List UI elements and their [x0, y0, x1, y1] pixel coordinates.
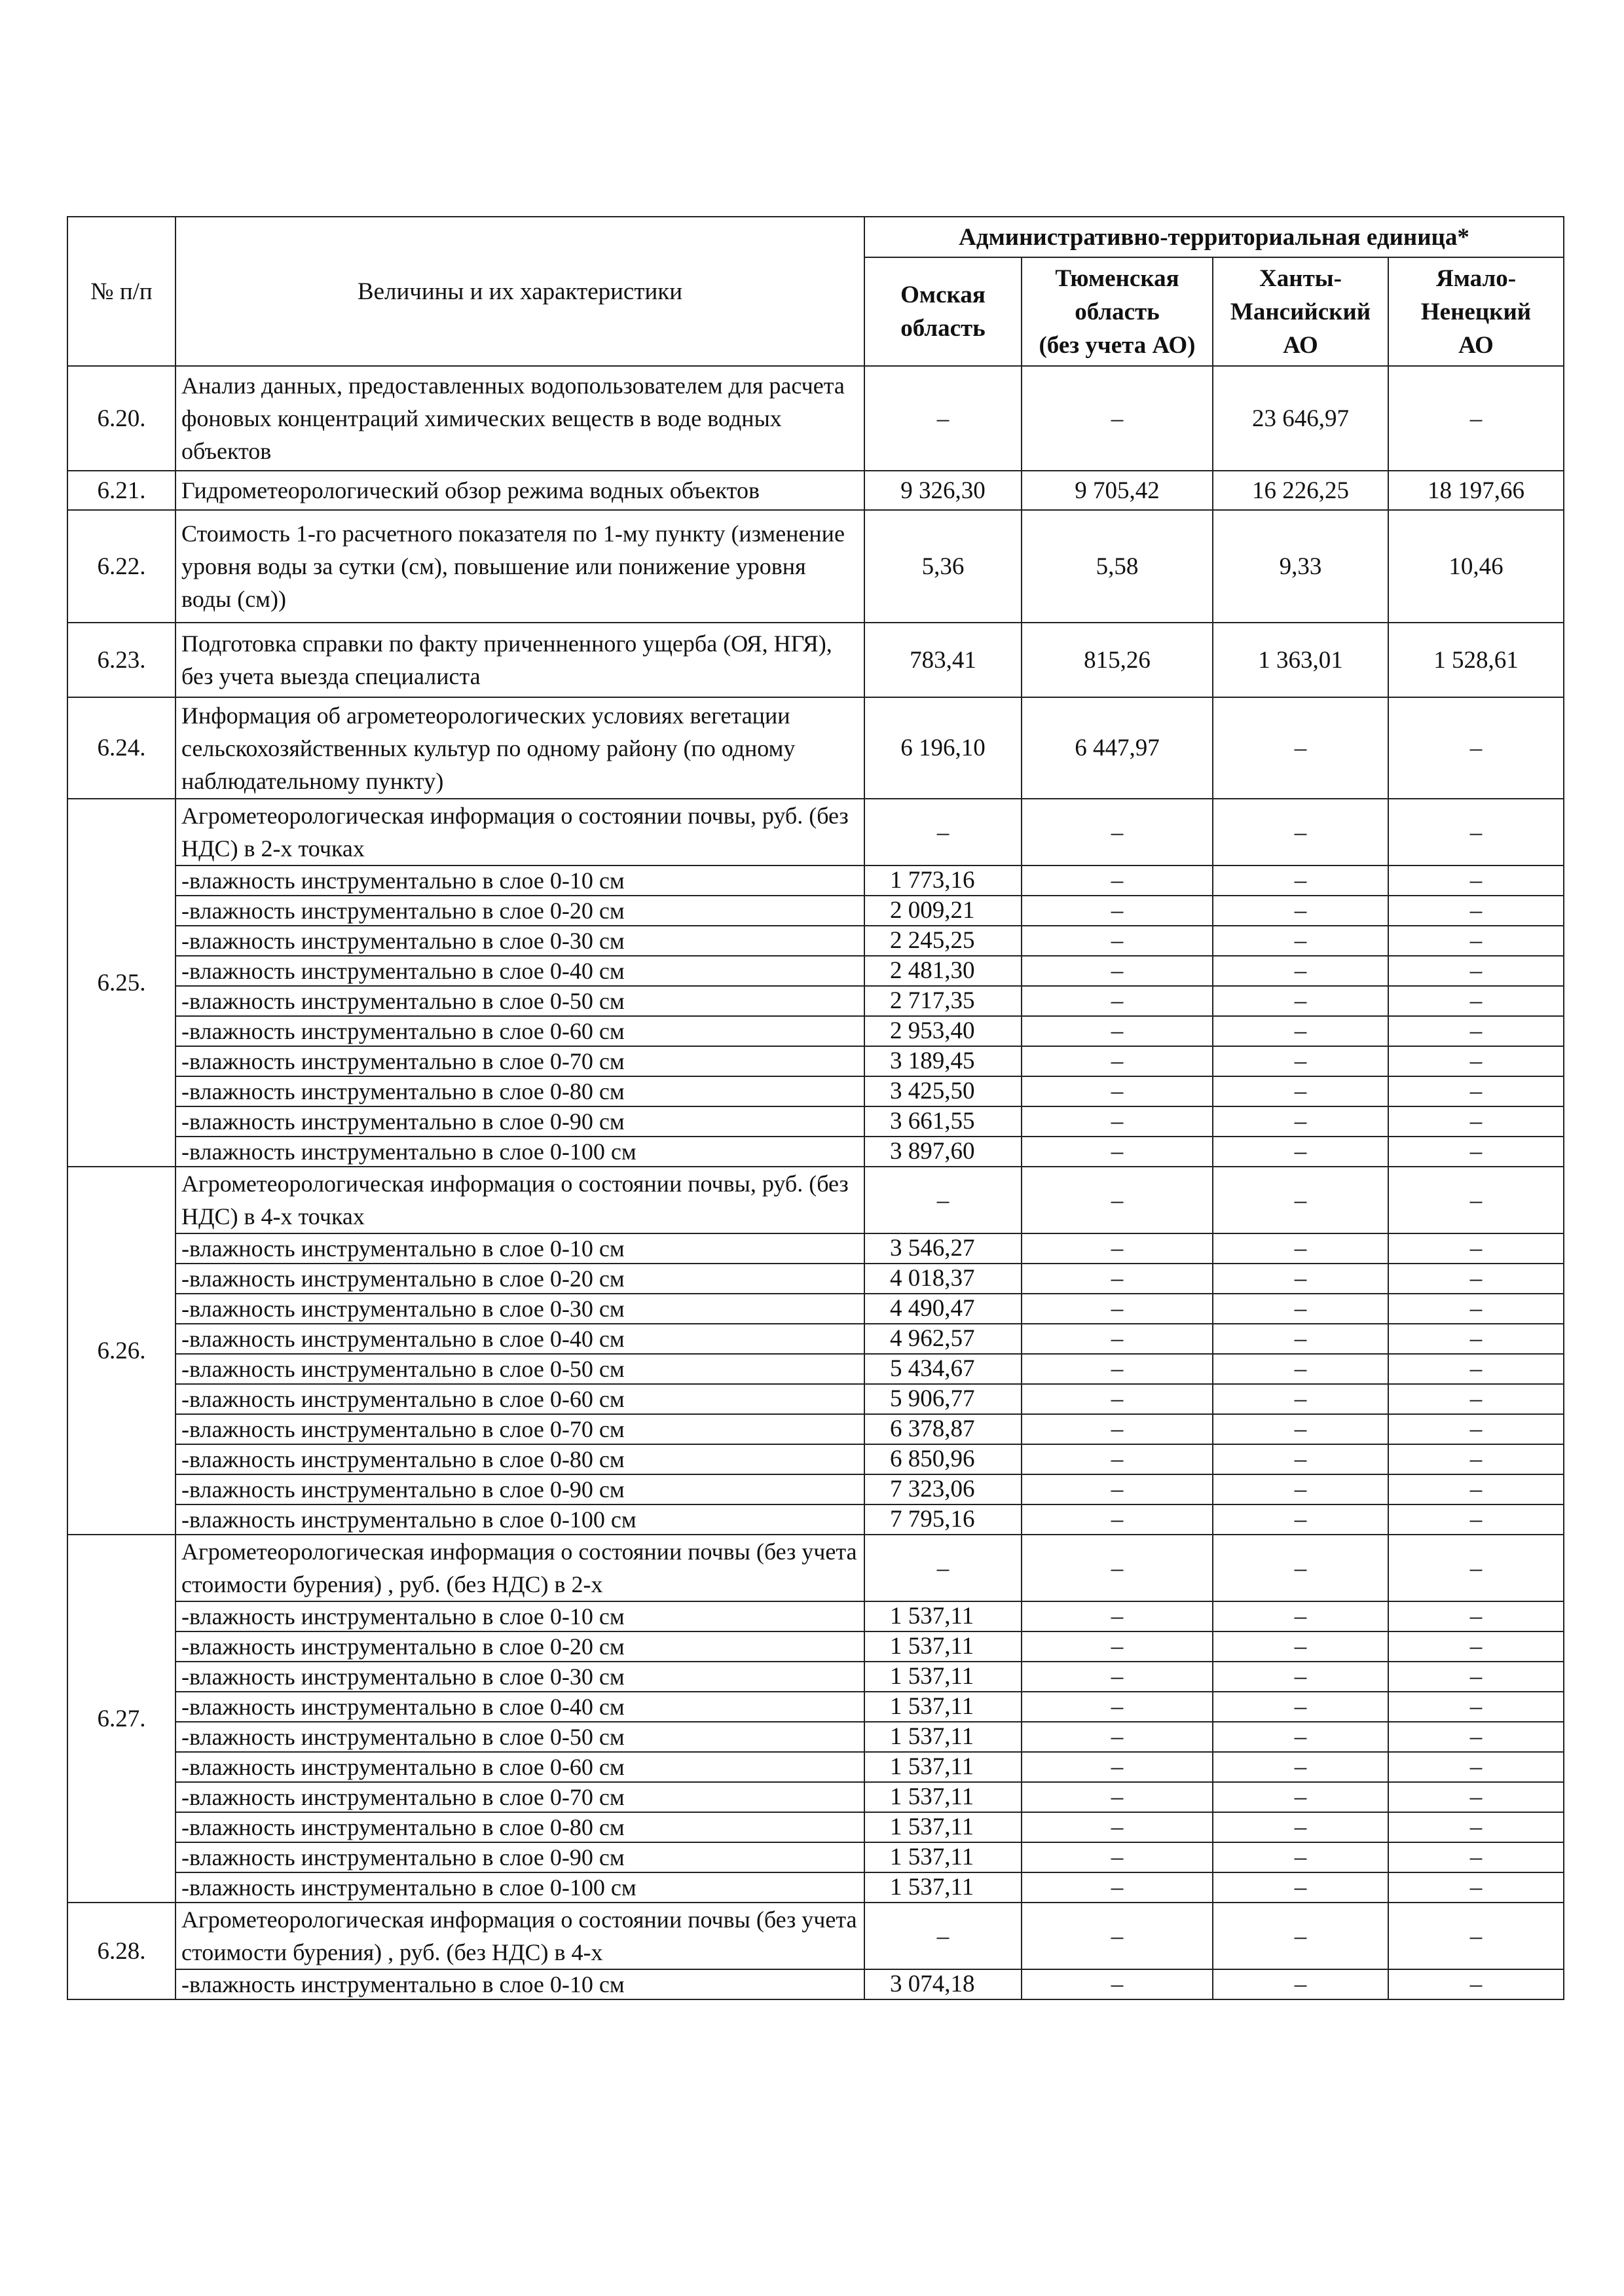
value-khanty-mansi: – [1213, 1872, 1388, 1903]
row-description: -влажность инструментально в слое 0-50 см [175, 1722, 864, 1752]
group-header-row [67, 1535, 1564, 1601]
row-description: -влажность инструментально в слое 0-70 см [175, 1046, 864, 1076]
value-khanty-mansi: – [1213, 1106, 1388, 1137]
table-row [67, 1692, 1564, 1722]
row-description: -влажность инструментально в слое 0-20 см [175, 1631, 864, 1662]
value-omsk: 1 537,11 [864, 1812, 1022, 1842]
row-number: 6.21. [67, 471, 175, 510]
value-omsk: 1 537,11 [864, 1601, 1022, 1631]
value-tyumen: 815,26 [1022, 623, 1213, 697]
value-omsk: 1 537,11 [864, 1872, 1022, 1903]
value-tyumen: – [1022, 1969, 1213, 1999]
table-row [67, 1722, 1564, 1752]
value-omsk: 1 537,11 [864, 1752, 1022, 1782]
value-omsk: 1 537,11 [864, 1662, 1022, 1692]
value-tyumen: – [1022, 1294, 1213, 1324]
value-yamalo-nenets: 1 528,61 [1388, 623, 1564, 697]
tariff-table [67, 216, 1564, 2000]
row-description: -влажность инструментально в слое 0-90 см [175, 1106, 864, 1137]
value-yamalo-nenets: – [1388, 1631, 1564, 1662]
value-yamalo-nenets: – [1388, 1474, 1564, 1504]
value-tyumen: – [1022, 1872, 1213, 1903]
value-omsk: 783,41 [864, 623, 1022, 697]
value-omsk: 6 850,96 [864, 1444, 1022, 1474]
value-khanty-mansi: – [1213, 1601, 1388, 1631]
table-row [67, 366, 1564, 471]
row-description: -влажность инструментально в слое 0-20 см [175, 1264, 864, 1294]
table-row [67, 1601, 1564, 1631]
value-yamalo-nenets: – [1388, 1601, 1564, 1631]
col-header-tyumen: Тюменская область (без учета АО) [1022, 257, 1213, 366]
table-row [67, 926, 1564, 956]
value-omsk: – [864, 1167, 1022, 1233]
value-khanty-mansi: – [1213, 1474, 1388, 1504]
group-description: Агрометеорологическая информация о состоянии почвы (без учета стоимости бурения) , руб. (без НДС) в 2-х [175, 1535, 864, 1601]
col-header-description: Величины и их характеристики [175, 217, 864, 366]
value-khanty-mansi: – [1213, 896, 1388, 926]
value-omsk: 2 481,30 [864, 956, 1022, 986]
value-omsk: 3 546,27 [864, 1233, 1022, 1264]
table-row [67, 697, 1564, 799]
value-omsk: 3 189,45 [864, 1046, 1022, 1076]
value-yamalo-nenets: – [1388, 1076, 1564, 1106]
table-row [67, 1662, 1564, 1692]
value-omsk: – [864, 799, 1022, 866]
row-description: Гидрометеорологический обзор режима водных объектов [175, 471, 864, 510]
value-khanty-mansi: – [1213, 926, 1388, 956]
value-yamalo-nenets: – [1388, 1692, 1564, 1722]
value-omsk: 1 537,11 [864, 1842, 1022, 1872]
value-omsk: – [864, 1903, 1022, 1969]
value-yamalo-nenets: – [1388, 956, 1564, 986]
table-row [67, 1842, 1564, 1872]
table-row [67, 1969, 1564, 1999]
value-tyumen: – [1022, 896, 1213, 926]
row-number: 6.27. [67, 1535, 175, 1903]
value-tyumen: – [1022, 1167, 1213, 1233]
value-yamalo-nenets: – [1388, 1414, 1564, 1444]
value-tyumen: – [1022, 1692, 1213, 1722]
value-khanty-mansi: – [1213, 1535, 1388, 1601]
value-tyumen: – [1022, 1812, 1213, 1842]
table-row [67, 1384, 1564, 1414]
value-yamalo-nenets: – [1388, 366, 1564, 471]
value-omsk: 7 323,06 [864, 1474, 1022, 1504]
value-khanty-mansi: – [1213, 986, 1388, 1016]
value-khanty-mansi: – [1213, 1414, 1388, 1444]
value-tyumen: – [1022, 1903, 1213, 1969]
value-khanty-mansi: – [1213, 1812, 1388, 1842]
value-yamalo-nenets: – [1388, 1384, 1564, 1414]
value-omsk: 1 537,11 [864, 1692, 1022, 1722]
value-yamalo-nenets: – [1388, 866, 1564, 896]
value-yamalo-nenets: – [1388, 1137, 1564, 1167]
group-header-row [67, 799, 1564, 866]
table-row [67, 1752, 1564, 1782]
row-description: -влажность инструментально в слое 0-20 см [175, 896, 864, 926]
value-yamalo-nenets: – [1388, 1264, 1564, 1294]
group-header-row [67, 1167, 1564, 1233]
col-header-number: № п/п [67, 217, 175, 366]
value-yamalo-nenets: – [1388, 1046, 1564, 1076]
table-row [67, 1872, 1564, 1903]
row-description: -влажность инструментально в слое 0-70 см [175, 1782, 864, 1812]
value-khanty-mansi: – [1213, 1264, 1388, 1294]
row-description: -влажность инструментально в слое 0-60 см [175, 1384, 864, 1414]
value-omsk: – [864, 366, 1022, 471]
value-khanty-mansi: 9,33 [1213, 510, 1388, 623]
table-row [67, 1324, 1564, 1354]
row-description: -влажность инструментально в слое 0-10 см [175, 1969, 864, 1999]
table-row [67, 1264, 1564, 1294]
row-number: 6.22. [67, 510, 175, 623]
value-omsk: 6 378,87 [864, 1414, 1022, 1444]
value-yamalo-nenets: – [1388, 1722, 1564, 1752]
value-tyumen: – [1022, 1016, 1213, 1046]
value-khanty-mansi: – [1213, 697, 1388, 799]
value-khanty-mansi: – [1213, 1137, 1388, 1167]
row-description: -влажность инструментально в слое 0-60 см [175, 1752, 864, 1782]
value-tyumen: 5,58 [1022, 510, 1213, 623]
value-khanty-mansi: – [1213, 1046, 1388, 1076]
value-khanty-mansi: – [1213, 1016, 1388, 1046]
value-yamalo-nenets: – [1388, 1233, 1564, 1264]
value-yamalo-nenets: – [1388, 1969, 1564, 1999]
value-yamalo-nenets: 18 197,66 [1388, 471, 1564, 510]
col-header-yamalo-nenets: Ямало- Ненецкий АО [1388, 257, 1564, 366]
row-description: -влажность инструментально в слое 0-90 см [175, 1474, 864, 1504]
value-omsk: 1 537,11 [864, 1631, 1022, 1662]
value-omsk: 1 537,11 [864, 1782, 1022, 1812]
value-yamalo-nenets: – [1388, 1294, 1564, 1324]
value-tyumen: – [1022, 1752, 1213, 1782]
value-omsk: 3 425,50 [864, 1076, 1022, 1106]
value-omsk: 2 245,25 [864, 926, 1022, 956]
value-tyumen: – [1022, 1474, 1213, 1504]
value-tyumen: – [1022, 1842, 1213, 1872]
value-tyumen: – [1022, 1414, 1213, 1444]
table-row [67, 1076, 1564, 1106]
value-khanty-mansi: – [1213, 1692, 1388, 1722]
value-yamalo-nenets: – [1388, 1903, 1564, 1969]
table-row [67, 1504, 1564, 1535]
table-row [67, 1294, 1564, 1324]
value-omsk: 1 773,16 [864, 866, 1022, 896]
value-omsk: 5 906,77 [864, 1384, 1022, 1414]
value-omsk: 1 537,11 [864, 1722, 1022, 1752]
value-yamalo-nenets: – [1388, 697, 1564, 799]
value-omsk: 3 897,60 [864, 1137, 1022, 1167]
value-khanty-mansi: – [1213, 1167, 1388, 1233]
value-yamalo-nenets: – [1388, 1752, 1564, 1782]
value-tyumen: – [1022, 1046, 1213, 1076]
group-description: Агрометеорологическая информация о состоянии почвы (без учета стоимости бурения) , руб. (без НДС) в 4-х [175, 1903, 864, 1969]
value-omsk: 7 795,16 [864, 1504, 1022, 1535]
row-description: Информация об агрометеорологических условиях вегетации сельскохозяйственных культур по одному району (по одному наблюдательному пункту) [175, 697, 864, 799]
table-row [67, 623, 1564, 697]
value-khanty-mansi: – [1213, 1903, 1388, 1969]
table-row [67, 986, 1564, 1016]
value-yamalo-nenets: – [1388, 896, 1564, 926]
col-header-khanty-mansi: Ханты- Мансийский АО [1213, 257, 1388, 366]
row-number: 6.25. [67, 799, 175, 1167]
row-number: 6.28. [67, 1903, 175, 1999]
row-description: -влажность инструментально в слое 0-70 см [175, 1414, 864, 1444]
value-khanty-mansi: 16 226,25 [1213, 471, 1388, 510]
value-tyumen: – [1022, 1504, 1213, 1535]
value-omsk: 3 661,55 [864, 1106, 1022, 1137]
value-tyumen: – [1022, 866, 1213, 896]
value-yamalo-nenets: – [1388, 799, 1564, 866]
value-omsk: 2 717,35 [864, 986, 1022, 1016]
row-description: -влажность инструментально в слое 0-100 см [175, 1872, 864, 1903]
value-yamalo-nenets: – [1388, 1662, 1564, 1692]
table-body [67, 366, 1564, 1999]
value-yamalo-nenets: – [1388, 1782, 1564, 1812]
value-yamalo-nenets: – [1388, 1444, 1564, 1474]
row-description: -влажность инструментально в слое 0-30 см [175, 1662, 864, 1692]
value-omsk: 5,36 [864, 510, 1022, 623]
value-tyumen: – [1022, 1264, 1213, 1294]
table-row [67, 471, 1564, 510]
row-number: 6.26. [67, 1167, 175, 1535]
value-khanty-mansi: – [1213, 1504, 1388, 1535]
value-khanty-mansi: – [1213, 799, 1388, 866]
value-khanty-mansi: – [1213, 1722, 1388, 1752]
value-tyumen: – [1022, 926, 1213, 956]
value-yamalo-nenets: 10,46 [1388, 510, 1564, 623]
table-row [67, 1444, 1564, 1474]
row-description: -влажность инструментально в слое 0-40 см [175, 956, 864, 986]
table-row [67, 1046, 1564, 1076]
row-description: -влажность инструментально в слое 0-40 см [175, 1324, 864, 1354]
value-yamalo-nenets: – [1388, 1872, 1564, 1903]
value-tyumen: – [1022, 366, 1213, 471]
value-khanty-mansi: – [1213, 1631, 1388, 1662]
value-khanty-mansi: – [1213, 1076, 1388, 1106]
value-tyumen: 9 705,42 [1022, 471, 1213, 510]
group-header-row [67, 1903, 1564, 1969]
row-description: -влажность инструментально в слое 0-80 см [175, 1812, 864, 1842]
value-khanty-mansi: – [1213, 1782, 1388, 1812]
value-tyumen: – [1022, 1662, 1213, 1692]
table-row [67, 1137, 1564, 1167]
table-row [67, 1631, 1564, 1662]
value-yamalo-nenets: – [1388, 1354, 1564, 1384]
table-row [67, 1233, 1564, 1264]
table-row [67, 956, 1564, 986]
row-description: -влажность инструментально в слое 0-10 см [175, 1233, 864, 1264]
table-row [67, 1016, 1564, 1046]
value-yamalo-nenets: – [1388, 1324, 1564, 1354]
value-yamalo-nenets: – [1388, 1167, 1564, 1233]
value-omsk: 4 018,37 [864, 1264, 1022, 1294]
value-khanty-mansi: – [1213, 1233, 1388, 1264]
value-yamalo-nenets: – [1388, 1106, 1564, 1137]
table-row [67, 510, 1564, 623]
value-tyumen: – [1022, 1601, 1213, 1631]
table-row [67, 1414, 1564, 1444]
value-omsk: – [864, 1535, 1022, 1601]
value-yamalo-nenets: – [1388, 1504, 1564, 1535]
value-tyumen: – [1022, 1444, 1213, 1474]
value-khanty-mansi: – [1213, 1354, 1388, 1384]
row-description: -влажность инструментально в слое 0-50 см [175, 1354, 864, 1384]
value-khanty-mansi: – [1213, 1324, 1388, 1354]
value-tyumen: – [1022, 986, 1213, 1016]
row-description: Анализ данных, предоставленных водопользователем для расчета фоновых концентраций химических веществ в воде водных объектов [175, 366, 864, 471]
row-number: 6.24. [67, 697, 175, 799]
value-khanty-mansi: – [1213, 956, 1388, 986]
value-tyumen: – [1022, 1324, 1213, 1354]
table-row [67, 1474, 1564, 1504]
row-description: -влажность инструментально в слое 0-10 см [175, 866, 864, 896]
value-yamalo-nenets: – [1388, 1016, 1564, 1046]
value-tyumen: – [1022, 1137, 1213, 1167]
row-description: -влажность инструментально в слое 0-60 см [175, 1016, 864, 1046]
col-header-omsk: Омская область [864, 257, 1022, 366]
table-row [67, 1106, 1564, 1137]
row-description: -влажность инструментально в слое 0-50 см [175, 986, 864, 1016]
value-tyumen: – [1022, 1076, 1213, 1106]
row-description: -влажность инструментально в слое 0-80 см [175, 1076, 864, 1106]
value-tyumen: – [1022, 1354, 1213, 1384]
value-tyumen: – [1022, 1384, 1213, 1414]
row-description: -влажность инструментально в слое 0-30 см [175, 926, 864, 956]
value-tyumen: – [1022, 1535, 1213, 1601]
row-number: 6.23. [67, 623, 175, 697]
value-omsk: 4 962,57 [864, 1324, 1022, 1354]
row-description: -влажность инструментально в слое 0-100 см [175, 1137, 864, 1167]
value-tyumen: 6 447,97 [1022, 697, 1213, 799]
table-row [67, 1812, 1564, 1842]
value-omsk: 4 490,47 [864, 1294, 1022, 1324]
value-omsk: 2 009,21 [864, 896, 1022, 926]
value-yamalo-nenets: – [1388, 1535, 1564, 1601]
value-omsk: 6 196,10 [864, 697, 1022, 799]
value-khanty-mansi: – [1213, 1444, 1388, 1474]
value-yamalo-nenets: – [1388, 1842, 1564, 1872]
value-tyumen: – [1022, 1722, 1213, 1752]
value-khanty-mansi: – [1213, 1384, 1388, 1414]
value-omsk: 2 953,40 [864, 1016, 1022, 1046]
value-tyumen: – [1022, 1233, 1213, 1264]
value-yamalo-nenets: – [1388, 926, 1564, 956]
value-khanty-mansi: 23 646,97 [1213, 366, 1388, 471]
table-row [67, 1782, 1564, 1812]
group-description: Агрометеорологическая информация о состоянии почвы, руб. (без НДС) в 2-х точках [175, 799, 864, 866]
value-omsk: 9 326,30 [864, 471, 1022, 510]
value-tyumen: – [1022, 1782, 1213, 1812]
table-row [67, 896, 1564, 926]
row-description: Стоимость 1-го расчетного показателя по 1-му пункту (изменение уровня воды за сутки (см), повышение или понижение уровня воды (см)) [175, 510, 864, 623]
value-khanty-mansi: – [1213, 1662, 1388, 1692]
row-number: 6.20. [67, 366, 175, 471]
row-description: -влажность инструментально в слое 0-100 см [175, 1504, 864, 1535]
value-khanty-mansi: – [1213, 1752, 1388, 1782]
value-tyumen: – [1022, 799, 1213, 866]
value-khanty-mansi: 1 363,01 [1213, 623, 1388, 697]
value-tyumen: – [1022, 1631, 1213, 1662]
value-khanty-mansi: – [1213, 1842, 1388, 1872]
table-row [67, 1354, 1564, 1384]
value-omsk: 5 434,67 [864, 1354, 1022, 1384]
value-tyumen: – [1022, 1106, 1213, 1137]
value-khanty-mansi: – [1213, 1969, 1388, 1999]
value-tyumen: – [1022, 956, 1213, 986]
value-khanty-mansi: – [1213, 1294, 1388, 1324]
row-description: -влажность инструментально в слое 0-80 см [175, 1444, 864, 1474]
value-omsk: 3 074,18 [864, 1969, 1022, 1999]
row-description: -влажность инструментально в слое 0-90 см [175, 1842, 864, 1872]
row-description: -влажность инструментально в слое 0-40 см [175, 1692, 864, 1722]
table-row [67, 866, 1564, 896]
row-description: -влажность инструментально в слое 0-10 см [175, 1601, 864, 1631]
value-yamalo-nenets: – [1388, 1812, 1564, 1842]
value-khanty-mansi: – [1213, 866, 1388, 896]
row-description: -влажность инструментально в слое 0-30 см [175, 1294, 864, 1324]
row-description: Подготовка справки по факту приченненного ущерба (ОЯ, НГЯ), без учета выезда специалиста [175, 623, 864, 697]
col-header-admin-unit: Административно-территориальная единица* [864, 217, 1564, 257]
group-description: Агрометеорологическая информация о состоянии почвы, руб. (без НДС) в 4-х точках [175, 1167, 864, 1233]
value-yamalo-nenets: – [1388, 986, 1564, 1016]
